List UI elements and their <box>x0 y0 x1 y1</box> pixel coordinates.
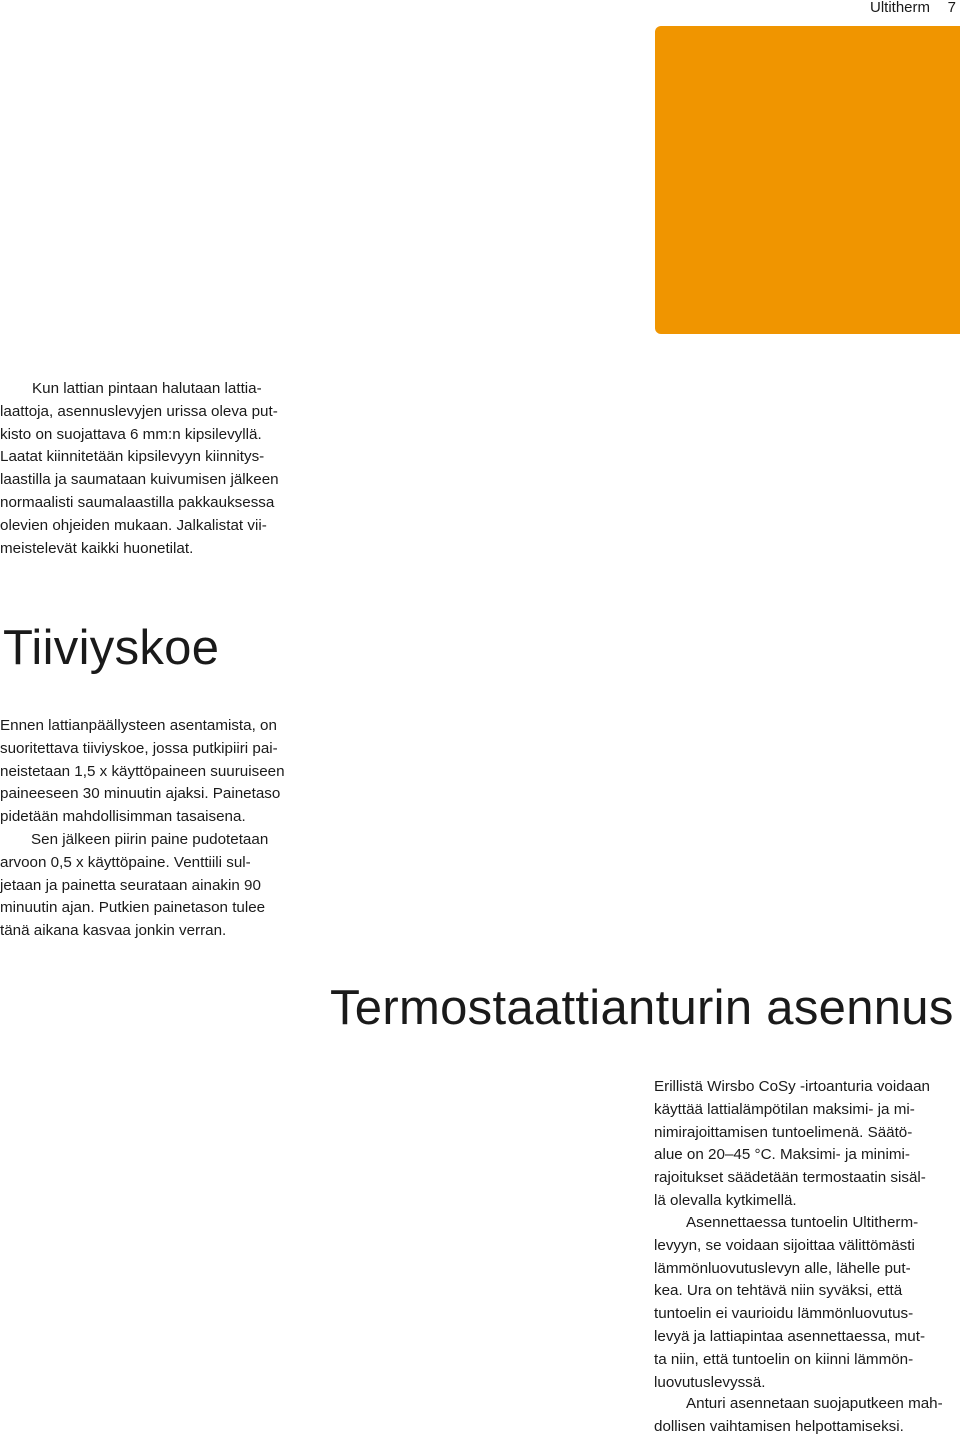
termostaatti-paragraph-1 <box>654 1076 930 1213</box>
termostaatti-line: levyä ja lattiapintaa asennettaessa, mut- <box>654 1327 926 1345</box>
tiiviyskoe-line: Ennen lattianpäällysteen asentamista, on <box>0 717 277 734</box>
brand-name: Ultitherm <box>869 0 930 16</box>
termostaatti-line: luovutuslevyssä. <box>654 1373 766 1391</box>
termostaatti-line: tuntoelin ei vaurioidu lämmönluovutus- <box>654 1305 914 1323</box>
orange-accent-block <box>655 26 960 334</box>
tiiviyskoe-line: paineeseen 30 minuutin ajaksi. Painetaso <box>0 785 281 803</box>
termostaatti-line: käyttää lattialämpötilan maksimi- ja mi- <box>654 1100 915 1118</box>
termostaatti-paragraph-3 <box>654 1393 943 1439</box>
termostaatti-line: dollisen vaihtamisen helpottamiseksi. <box>654 1417 904 1435</box>
tiiviyskoe-line: suoritettava tiiviyskoe, jossa putkipiiri pai- <box>0 739 278 757</box>
tiiviyskoe-line: neistetaan 1,5 x käyttöpaineen suuruiseen <box>0 762 285 780</box>
tiiviyskoe-line: pidetään mahdollisimman tasaisena. <box>0 808 246 826</box>
tiiviyskoe-paragraph <box>0 715 285 943</box>
intro-paragraph <box>0 378 279 560</box>
intro-line: meistelevät kaikki huonetilat. <box>0 539 194 557</box>
intro-line: Kun lattian pintaan halutaan lattia- <box>32 380 262 397</box>
intro-line: olevien ohjeiden mukaan. Jalkalistat vii- <box>0 516 267 534</box>
intro-line: laattoja, asennuslevyjen urissa oleva put- <box>0 402 278 420</box>
termostaatti-line: kea. Ura on tehtävä niin syväksi, että <box>654 1282 903 1300</box>
termostaatti-paragraph-2 <box>654 1212 925 1394</box>
termostaatti-line: nimirajoittamisen tuntoelimenä. Säätö- <box>654 1123 913 1141</box>
intro-line: normaalisti saumalaastilla pakkauksessa <box>0 493 275 511</box>
tiiviyskoe-line: minuutin ajan. Putkien painetason tulee <box>0 899 266 917</box>
termostaatti-line: lämmönluovutuslevyn alle, lähelle put- <box>654 1259 911 1277</box>
section-heading-termostaattianturin-asennus: Termostaattianturin asennus <box>330 981 954 1035</box>
intro-line: Laatat kiinnitetään kipsilevyyn kiinnitys- <box>0 448 265 466</box>
intro-line: laastilla ja saumataan kuivumisen jälkeen <box>0 471 279 489</box>
termostaatti-line: alue on 20–45 °C. Maksimi- ja minimi- <box>654 1146 910 1164</box>
termostaatti-line: Anturi asennetaan suojaputkeen mah- <box>686 1395 943 1412</box>
termostaatti-line: ta niin, että tuntoelin on kiinni lämmön- <box>654 1350 914 1368</box>
termostaatti-line: Asennettaessa tuntoelin Ultitherm- <box>686 1214 919 1231</box>
tiiviyskoe-line: Sen jälkeen piirin paine pudotetaan <box>31 830 269 848</box>
termostaatti-line: lä olevalla kytkimellä. <box>654 1191 797 1209</box>
section-heading-tiiviyskoe: Tiiviyskoe <box>3 621 220 675</box>
termostaatti-line: levyyn, se voidaan sijoittaa välittömästi <box>654 1236 915 1254</box>
tiiviyskoe-line: arvoon 0,5 x käyttöpaine. Venttiili sul- <box>0 853 251 871</box>
tiiviyskoe-line: jetaan ja painetta seurataan ainakin 90 <box>0 876 261 894</box>
intro-line: kisto on suojattava 6 mm:n kipsilevyllä. <box>0 425 262 443</box>
page-number: 7 <box>947 0 956 16</box>
tiiviyskoe-line: tänä aikana kasvaa jonkin verran. <box>0 922 227 940</box>
termostaatti-line: rajoitukset säädetään termostaatin sisäl- <box>654 1169 926 1187</box>
termostaatti-line: Erillistä Wirsbo CoSy -irtoanturia voidaan <box>654 1078 931 1095</box>
